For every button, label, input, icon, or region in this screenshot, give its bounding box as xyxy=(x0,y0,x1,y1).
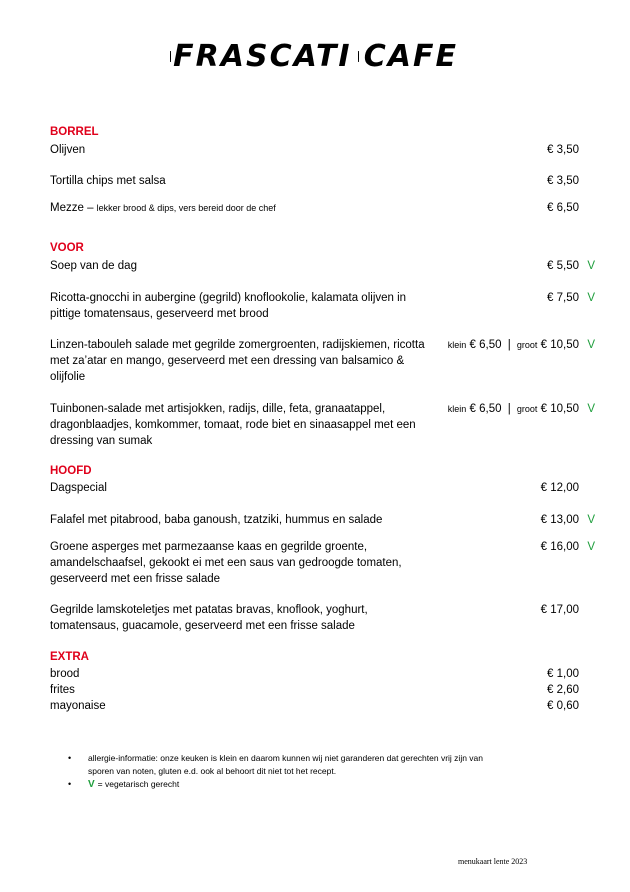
item-name: Linzen-tabouleh salade met gegrilde zomergroenten, radijskiemen, ricotta met za’atar en mango, geserveerd met een dressing van balsamico & olijfolie xyxy=(50,339,425,383)
note-vegetarian xyxy=(68,778,508,791)
logo xyxy=(168,36,458,76)
size-label-groot: groot xyxy=(516,404,538,414)
item-name: Tortilla chips met salsa xyxy=(50,175,166,187)
item-name: brood xyxy=(50,668,80,680)
section-title-hoofd: HOOFD xyxy=(50,465,92,477)
menu-item xyxy=(50,602,595,634)
item-price: € 3,50 xyxy=(547,175,579,187)
item-price: € 6,50 xyxy=(547,202,579,214)
item-name: Ricotta-gnocchi in aubergine (gegrild) knoflookolie, kalamata olijven in pittige tomatensaus, geserveerd met brood xyxy=(50,292,407,320)
size-label-groot: groot xyxy=(516,340,538,350)
menu-item xyxy=(50,666,595,682)
menu-item xyxy=(50,290,595,322)
item-price: € 16,00 xyxy=(540,541,579,553)
item-price: € 0,60 xyxy=(547,700,579,712)
section-title-borrel: BORREL xyxy=(50,126,99,138)
item-name: frites xyxy=(50,684,75,696)
item-price: € 1,00 xyxy=(547,668,579,680)
price-groot: € 10,50 xyxy=(540,403,579,415)
price-separator: | xyxy=(507,339,511,351)
section-title-voor: VOOR xyxy=(50,242,84,254)
item-name: mayonaise xyxy=(50,700,106,712)
menu-item xyxy=(50,539,595,587)
size-label-klein: klein xyxy=(447,404,467,414)
item-price: € 13,00 xyxy=(540,514,579,526)
menu-item xyxy=(50,173,595,189)
allergy-text: allergie-informatie: onze keuken is klein en daarom kunnen wij niet garanderen dat gerechten vrij zijn van sporen van noten, gluten e.d. ook al behoort dit niet tot het recept. xyxy=(88,753,484,776)
item-price: € 2,60 xyxy=(547,684,579,696)
logo-word-2: CAFE xyxy=(363,38,458,74)
vegetarian-mark: V xyxy=(587,403,595,415)
menu-item xyxy=(50,200,595,216)
item-note: lekker brood & dips, vers bereid door de chef xyxy=(96,203,276,213)
section-title-extra: EXTRA xyxy=(50,651,89,663)
item-name: Tuinbonen-salade met artisjokken, radijs, dille, feta, granaatappel, dragonblaadjes, komkommer, tomaat, rode biet en sinaasappel met een dressing van sumak xyxy=(50,403,416,447)
vegetarian-legend-text: = vegetarisch gerecht xyxy=(97,779,180,789)
vegetarian-mark: V xyxy=(587,339,595,351)
size-label-klein: klein xyxy=(447,340,467,350)
item-price: € 12,00 xyxy=(540,482,579,494)
item-name: Olijven xyxy=(50,144,86,156)
item-price: € 7,50 xyxy=(547,292,579,304)
menu-item xyxy=(50,512,595,528)
item-name: Falafel met pitabrood, baba ganoush, tzatziki, hummus en salade xyxy=(50,514,383,526)
vegetarian-mark: V xyxy=(587,260,595,272)
item-name: Gegrilde lamskoteletjes met patatas bravas, knoflook, yoghurt, tomatensaus, guacamole, geserveerd met een frisse salade xyxy=(50,604,368,632)
price-separator: | xyxy=(507,403,511,415)
item-price: € 17,00 xyxy=(540,604,579,616)
logo-word-1: FRASCATI xyxy=(173,38,352,74)
item-name: Groene asperges met parmezaanse kaas en gegrilde groente, amandelschaafsel, gekookt ei met een saus van gedroogde tomaten, geserveerd met een frisse salade xyxy=(50,541,402,585)
menu-item xyxy=(50,480,595,496)
price-klein: € 6,50 xyxy=(469,339,502,351)
menu-edition-label: menukaart lente 2023 xyxy=(458,857,528,866)
menu-item xyxy=(50,401,595,449)
menu-item xyxy=(50,337,595,385)
price-groot: € 10,50 xyxy=(540,339,579,351)
menu-item xyxy=(50,258,595,274)
item-price: € 5,50 xyxy=(547,260,579,272)
bullet-icon: • xyxy=(68,753,72,763)
item-price: € 3,50 xyxy=(547,144,579,156)
notes-list xyxy=(68,752,508,791)
note-allergy xyxy=(68,752,508,778)
vegetarian-mark: V xyxy=(587,541,595,553)
item-name: Mezze – xyxy=(50,202,94,214)
bullet-icon: • xyxy=(68,779,72,789)
price-klein: € 6,50 xyxy=(469,403,502,415)
vegetarian-mark: V xyxy=(587,514,595,526)
vegetarian-mark: V xyxy=(587,292,595,304)
menu-item xyxy=(50,682,595,698)
item-name: Dagspecial xyxy=(50,482,107,494)
vegetarian-mark: V xyxy=(88,779,95,790)
menu-item xyxy=(50,142,595,158)
item-name: Soep van de dag xyxy=(50,260,137,272)
menu-item xyxy=(50,698,595,714)
